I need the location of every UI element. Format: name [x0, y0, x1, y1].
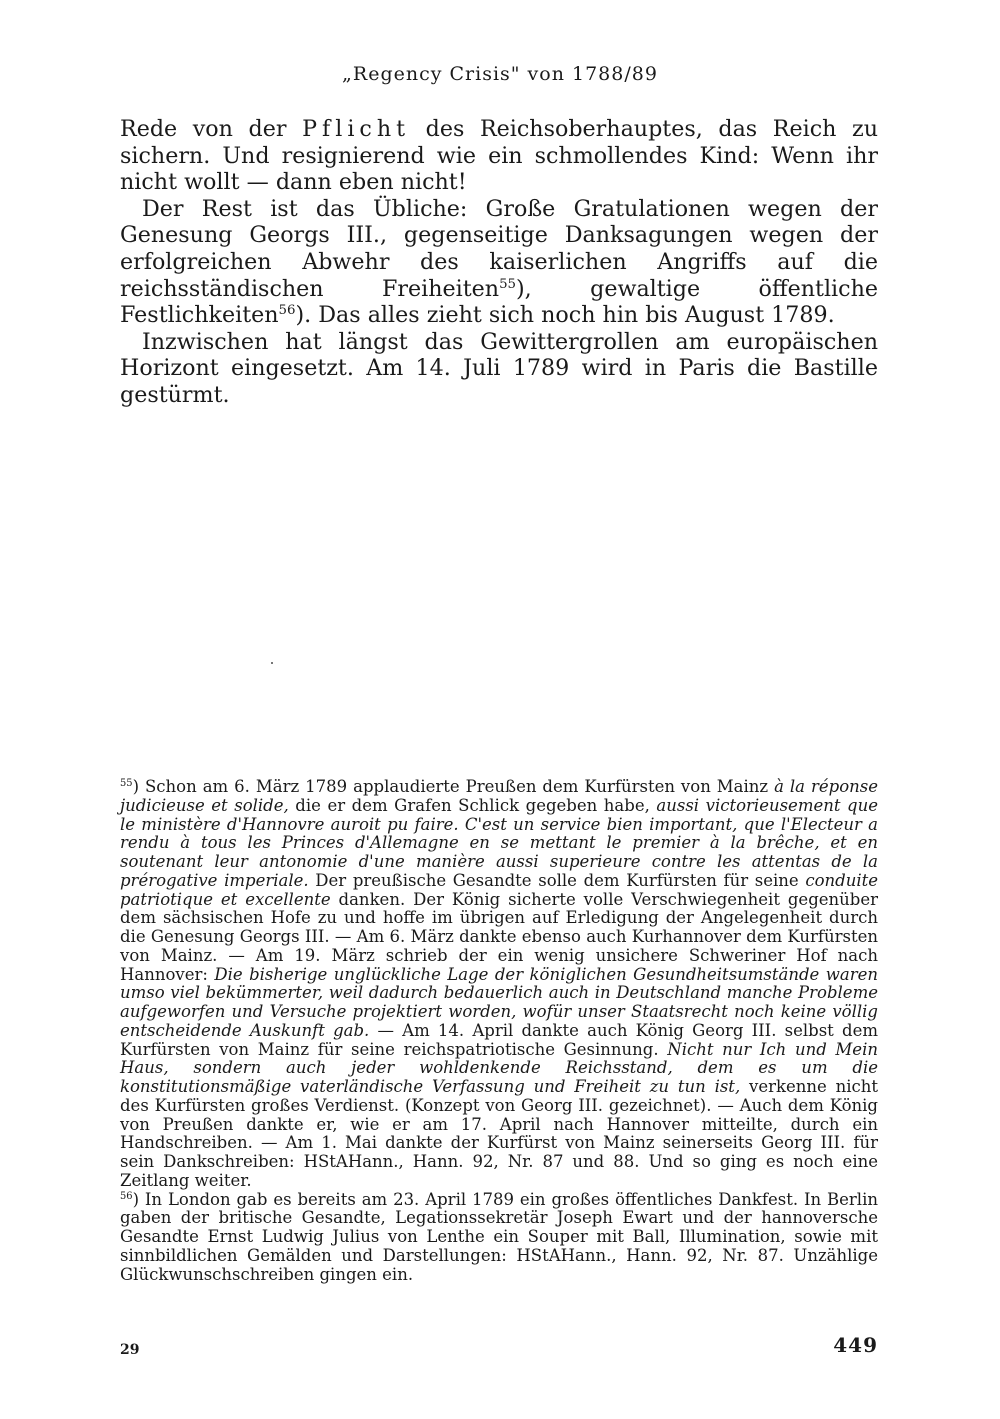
p2-text-b: ), gewaltige öffentliche Festlichkeiten: [120, 275, 878, 329]
fn55-quote-5: Nicht nur Ich und Mein Haus, sondern auch jeder wohldenkende Reichsstand, dem es um die konstitutionsmäßige vaterländische Verfassung und Freiheit zu tun ist,: [120, 1039, 878, 1096]
p1-emphasis: Pflicht: [302, 116, 411, 142]
fn55-text-5: — Am 14. April dankte auch König Georg III. selbst dem Kurfürsten von Mainz für seine reichspatriotische Gesinnung.: [120, 1020, 878, 1059]
fn55-text-2: die er dem Grafen Schlick gegeben habe,: [288, 795, 657, 815]
footnote-ref-55: 55: [499, 276, 517, 292]
fn55-quote-4: Die bisherige unglückliche Lage der königlichen Gesundheitsumstände waren umso viel bekümmerter, weil dadurch bedauerlich auch in Deutschland manche Probleme aufgeworfen und Versuche projektiert worden, wofür unser Staatsrecht noch keine völlig entscheidende Auskunft gab.: [120, 964, 878, 1040]
footnote-56: [120, 1191, 878, 1285]
stray-mark: [271, 662, 273, 664]
fn56-text: ) In London gab es bereits am 23. April 1789 ein großes öffentliches Dankfest. In Berlin gaben der britische Gesandte, Legationssekretär Joseph Ewart und der hannoversche Gesandte Ernst Ludwig Julius von Lenthe ein Souper mit Ball, Illumination, sowie mit sinnbildlichen Gemälden und Darstellungen: HStAHann., Hann. 92, Nr. 87. Unzählige Glückwunschschreiben gingen ein.: [120, 1189, 878, 1284]
footnote-marker-56: 56: [120, 1190, 133, 1202]
fn55-quote-2: aussi victorieusement que le ministère d'Hannovre auroit pu faire. C'est un service bien important, que l'Electeur a rendu à tous les Princes d'Allemagne en se mettant le premier à la brêche, et en soutenant leur antonomie d'une manière aussi superieure contre les attentas de la prérogative imperiale.: [120, 795, 878, 890]
footnote-ref-56: 56: [278, 303, 296, 319]
fn55-text-3: Der preußische Gesandte solle dem Kurfürsten für seine: [308, 870, 806, 890]
page-number: 449: [833, 1333, 878, 1357]
running-header: „Regency Crisis" von 1788/89: [342, 63, 658, 85]
p1-text-b: des Reichsoberhauptes, das Reich zu sichern. Und resignierend wie ein schmollendes Kind: Wenn ihr nicht wollt — dann eben nicht!: [120, 116, 878, 196]
fn55-text-6: verkenne nicht des Kurfürsten großes Verdienst. (Konzept von Georg III. gezeichnet). — Auch dem König von Preußen dankte er, wie er am 17. April nach Hannover mitteilte, durch ein Handschreiben. — Am 1. Mai dankte der Kurfürst von Mainz seinerseits Georg III. für sein Dankschreiben: HStAHann., Hann. 92, Nr. 87 und 88. Und so ging es noch eine Zeitlang weiter.: [120, 1077, 878, 1190]
p2-text-c: ). Das alles zieht sich noch hin bis August 1789.: [295, 302, 835, 329]
paragraph-1: [120, 116, 878, 196]
signature-mark: 29: [120, 1342, 140, 1358]
main-text: [120, 116, 878, 409]
fn55-text-4: danken. Der König sicherte volle Verschwiegenheit gegenüber dem sächsischen Hofe zu und hoffe im übrigen auf Erledigung der Angelegenheit durch die Genesung Georgs III. — Am 6. März dankte ebenso auch Kurhannover dem Kurfürsten von Mainz. — Am 19. März schrieb der ein wenig unsichere Schweriner Hof nach Hannover:: [120, 889, 878, 984]
p1-text-a: Rede von der: [120, 116, 303, 142]
p2-text-a: Der Rest ist das Übliche: Große Gratulationen wegen der Genesung Georgs III., gegenseitige Danksagungen wegen der erfolgreichen Abwehr des kaiserlichen Angriffs auf die reichsständischen Freiheiten: [120, 195, 878, 302]
footnote-marker-55: 55: [120, 778, 133, 790]
paragraph-2: [120, 196, 878, 329]
footnotes: [120, 778, 878, 1284]
footnote-55: [120, 778, 878, 1191]
paragraph-3: Inzwischen hat längst das Gewittergrollen am europäischen Horizont eingesetzt. Am 14. Juli 1789 wird in Paris die Bastille gestürmt.: [120, 328, 878, 408]
fn55-quote-1: à la réponse judicieuse et solide,: [120, 777, 878, 815]
fn55-quote-3: conduite patriotique et excellente: [120, 870, 879, 909]
fn55-text-1: ) Schon am 6. März 1789 applaudierte Preußen dem Kurfürsten von Mainz: [132, 777, 775, 796]
